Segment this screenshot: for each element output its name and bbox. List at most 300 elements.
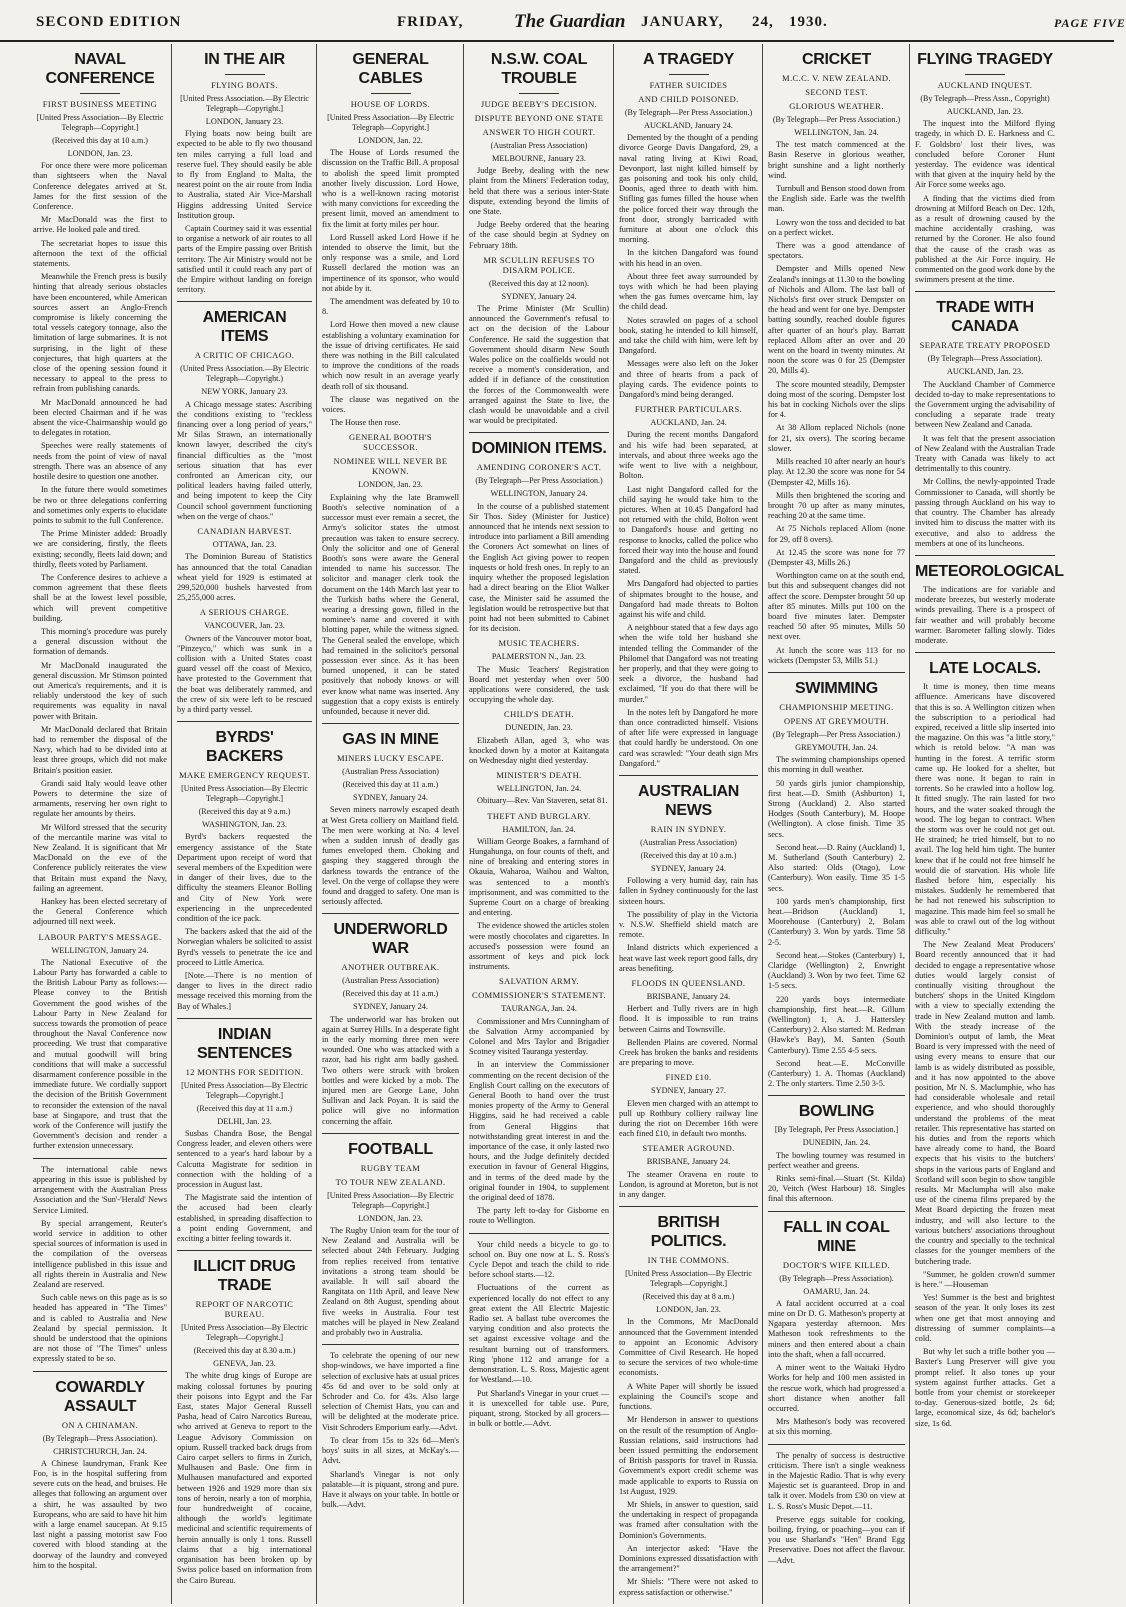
headline-bowling: BOWLING (798, 1103, 875, 1121)
paragraph: The swimming championships opened this morning in dull weather. (768, 755, 905, 775)
dateline: SYDNEY, January 24. (353, 1002, 428, 1012)
paragraph: Second heat.—E. McConville (Canterbury) 1. A. Thomas (Auckland) 2. The only starters. Time 2.50 3-5. (768, 1058, 905, 1089)
paragraph: In the Commons, Mr MacDonald announced that the Government intended to appoint an Economic Advisory Committee of Civil Research. He hoped to secure the services of two whole-time economists. (619, 1317, 758, 1378)
credit: (By Telegraph—Per Press Association.) (772, 115, 901, 124)
column-rule (762, 44, 763, 1604)
paragraph: Judge Beeby, dealing with the new plaint from the Miners' Federation today, held that there was a serious inter-State dispute, extending beyond the limits of one State. (469, 166, 609, 217)
paragraph: 100 yards men's championship, first heat.—Bridson (Auckland) 1, Moorehouse (Canterbury) 2, Bolam (Canterbury) 3. Won by yards. Time 58 2-5. (768, 896, 905, 947)
column-rule (909, 44, 910, 1604)
dateline: SYDNEY, January 27. (651, 1086, 726, 1096)
paragraph: There was a good attendance of spectators. (768, 241, 905, 261)
paragraph: The test match commenced at the Basin Reserve in glorious weather, bright sunshine and a light northerly wind. (768, 140, 905, 180)
paragraph: In the future there would sometimes be two or three delegations conferring and sometimes only experts to elucidate points to submit to the full Conference. (33, 485, 167, 525)
paragraph: Elizabeth Allan, aged 3, who was knocked down by a motor at Kaitangata on Wednesday night died yesterday. (469, 735, 609, 765)
received-note: (Received this day at 10 a.m.) (52, 136, 148, 145)
divider (519, 93, 559, 94)
paragraph: In the notes left by Dangaford he more than once contradicted himself. Visions of after life were expressed in language that could hardly be understood. On one card was scrawled: "Your death sign Mrs Dangaford." (619, 707, 758, 768)
paragraph: A miner went to the Waitaki Hydro Works for help and 100 men assisted in the rescue work, which had progressed a short distance when another fall occurred. (768, 1363, 905, 1413)
column-rule (463, 44, 464, 1604)
credit: (By Telegraph—Per Press Association.) (475, 476, 603, 486)
paragraph: Worthington came on at the south end, but this and subsequent changes did not affect the score. Dempster brought 50 up after 85 minutes. Mills put 100 on the board five minutes later. Dempster reached 50 after 95 minutes, Mills 50 next over. (768, 571, 905, 642)
paragraph: The New Zealand Meat Producers' Board recently announced that it had decided to engage a representative whose duties would largely consist of continually visiting throughout the butchers' shops in the United Kingdom with a view to specially extending the trade in New Zealand mutton and lamb. With the steady increase of the Dominion's output of lamb, the Meat Board is very impressed with the need of using every means to ensure that our lamb is as widely distributed as possible, and it has now appointed to the above position, Mr N. S. Maclumphie, who has had considerable wholesale and retail experience, and who should thoroughly understand the problems of the meat retailer. This representative has started on his duties and from the reports which have already come to hand, the Board expects that his visits to the butchers' shops in the various parts of England and Scotland will soon begin to show tangible results. Mr Maclumpha will also make use of the cinema films prepared by the Meat Board depicting the frozen meat industry, and will also lecture to the various butchers' associations throughout the country and specially to the technical classes for the younger members of the butchering trade. (915, 940, 1055, 1266)
subhead: SECOND TEST. (805, 87, 868, 97)
subhead: SEPARATE TREATY PROPOSED (919, 340, 1051, 351)
column-1 (30, 44, 170, 1604)
paragraph: Explaining why the late Bramwell Booth's selective nomination of a successor must ever remain a secret, the Army's solicitor states the utmost precaution was taken to ensure secrecy. Only the solicitor and one of General Booth's sons were aware the General intended to name his successor. The solicitor and manager clerk took the document on the 14th March last year to the Turkish baths where the General, wearing a dressing gown, filled in the nominee's name and covered it with blotting paper, while the witness signed. The General sealed the envelope, which had remained in the solicitor's personal possession ever since. As it has been burned unopened, it can be stated positively that nobody knows or will ever know what name was inserted. Any suggestion that a copy exists is entirely unfounded, because it never did. (322, 492, 459, 716)
paragraph: The Rugby Union team for the tour of New Zealand and Australia will be selected about 24th February. Judging from replies received from tentative invitations a strong team should be available. It will sail aboard the Rangitata on 11th April, and leave New Zealand on 8th August, spending about five weeks in Australia. Four test matches will be played in New Zealand and probably two in Australia. (322, 1226, 459, 1338)
subhead: AMENDING CORONER'S ACT. (476, 462, 602, 473)
dateline: WELLINGTON, Jan. 24. (794, 128, 879, 137)
subhead: THEFT AND BURGLARY. (487, 810, 591, 821)
divider (33, 1158, 167, 1159)
dateline: BRISBANE, January 24. (646, 992, 731, 1002)
divider (177, 301, 312, 302)
divider (322, 1133, 459, 1134)
paragraph: Notes scrawled on pages of a school book, stating he intended to kill himself, and take the child with him, were left by Dangaford. (619, 315, 758, 356)
paragraph: A neighbour stated that a few days ago when the wife told her husband she intended telling the Commander of the Philomel that Dangaford was not treating her properly, and that they were going to seek a divorce, the husband had exclaimed, "If you do that there will be murder." (619, 623, 758, 704)
paragraph: The clause was negatived on the voices. (322, 394, 459, 415)
paragraph: Dempster and Mills opened New Zealand's innings at 11.30 to the bowling of Nichols and Allom. The last ball of Nichols's first over struck Dempster on the head and went for one bye. Dempster batting soundly, reached double figures after quarter of an hour's play. Barratt replaced Allom after an over and 20 went on the board in twenty minutes. At noon the score was 0 for 25 (Dempster 20, Mills 4). (768, 264, 905, 376)
dateline: NEW YORK, January 23. (201, 387, 288, 397)
subhead: CHAMPIONSHIP MEETING. (779, 701, 894, 712)
headline-late-locals: LATE LOCALS. (929, 660, 1041, 678)
edition-label: SECOND EDITION (36, 14, 182, 30)
received-note: (Received this day at 9 a.m.) (198, 807, 291, 817)
dateline: DELHI, Jan. 23. (217, 1116, 272, 1126)
paragraph: This morning's procedure was purely a general discussion without the formation of demands. (33, 626, 167, 657)
paragraph: Obituary—Rev. Van Staveren, setat 81. (477, 796, 608, 806)
paragraph: Mr MacDonald inaugurated the general discussion. Mr Stimson pointed out America's requirements, and it is reliably understood the key of such requirements was equality in naval power with Britain. (33, 660, 167, 721)
headline-illicit-drug-trade: ILLICIT DRUG TRADE (193, 1258, 296, 1295)
paragraph: The Auckland Chamber of Commerce decided to-day to make representations to the Government urging the advisability of concluding a separate trade treaty between New Zealand and Canada. (915, 379, 1055, 430)
subhead: MINISTER'S DEATH. (496, 770, 582, 781)
paragraph: Following a very humid day, rain has fallen in Sydney continuously for the last sixteen hours. (619, 876, 758, 906)
column-5 (616, 44, 761, 1604)
subhead: JUDGE BEEBY'S DECISION. (480, 99, 598, 109)
headline-byrds-backers: BYRDS' BACKERS (205, 729, 284, 766)
paragraph: Messages were also left on the Joker and three of hearts from a pack of playing cards. The evidence points to Dangaford's mind being deranged. (619, 359, 758, 400)
paragraph: Owners of the Vancouver motor boat, "Pinzeyco," which was sunk in a collision with a United States coast guard vessel off the coast of Mexico, have protested to the Government that the boat was deliberately rammed, and the crew of six were left to be rescued by a third party vessel. (177, 633, 312, 714)
divider (322, 913, 459, 914)
paragraph: Mrs Matheson's body was recovered at six this morning. (768, 1417, 905, 1437)
divider (469, 1233, 609, 1234)
headline-cricket: CRICKET (801, 51, 871, 68)
divider (177, 721, 312, 722)
masthead (0, 0, 1126, 42)
column-4 (466, 44, 612, 1604)
subhead: FATHER SUICIDES (649, 80, 728, 90)
paragraph: Flying boats now being built are expected to be able to fly two thousand ten miles carrying a full load and reserve fuel. They should easily be able to fly from England to Malta, the nearest point on the air route from India to Australia, stated Air Vice-Marshall Higgins addressing United Service Institution group. (177, 129, 312, 220)
received-note: (Received this day at 8.30 a.m.) (193, 1346, 296, 1356)
subhead: CHILD'S DEATH. (504, 709, 574, 720)
dateline: SYDNEY, January 24. (353, 793, 428, 803)
paragraph: The secretariat hopes to issue this afternoon the text of the official statements. (33, 238, 167, 269)
paragraph: William George Boakes, a farmhand of Hungahunga, on four counts of theft, and nine of breaking and entering stores in Okauia, Waharoa, Waihou and Walton, was sentenced to a month's imprisonment, and was committed to the Supreme Court on a charge of breaking and entering. (469, 836, 609, 918)
subhead: FIRST BUSINESS MEETING (42, 99, 158, 109)
received-note: (Received this day at 11 a.m.) (342, 989, 439, 999)
credit: (By Telegraph—Press Association). (42, 1433, 158, 1443)
dateline: GENEVA, Jan. 23. (213, 1359, 276, 1369)
advertisement: To clear from 15s to 32s 6d—Men's boys' suits in all sizes, at McKay's.—Advt. (322, 1435, 459, 1466)
dateline: LONDON, Jan. 23. (358, 480, 423, 490)
paragraph: Bellenden Plains are covered. Normal Creek has broken the banks and residents are preparing to move. (619, 1037, 758, 1068)
dateline: TAURANGA, Jan. 24. (501, 1004, 577, 1014)
paragraph: Mr Shiels: "There were not asked to express satisfaction or otherwise." (619, 1577, 758, 1597)
subhead: MR SCULLIN REFUSES TO DISARM POLICE. (483, 254, 595, 275)
paragraph: Mills then brightened the scoring and brought 70 up after as many minutes, reaching 20 at the same time. (768, 490, 905, 521)
subhead: DISPUTE BEYOND ONE STATE (474, 113, 604, 123)
masthead-year: 1930. (789, 14, 828, 30)
dateline: WELLINGTON, January 24. (51, 945, 149, 955)
credit: [United Press Association—By Electric Telegraph—Copyright.] (181, 1323, 308, 1343)
divider (177, 1250, 312, 1251)
credit: (By Telegraph—Per Press Association.) (624, 108, 753, 117)
paragraph: Mrs Dangaford had objected to parties of shipmates brought to the house, and Dangaford had made threats to Bolton against his wife and child. (619, 579, 758, 619)
subhead: RAIN IN SYDNEY. (650, 823, 727, 834)
paragraph: Turnbull and Benson stood down from the English side. Earle was the twelfth man. (768, 184, 905, 214)
subhead: IN THE COMMONS. (647, 1255, 730, 1266)
headline-cowardly-assault: COWARDLY ASSAULT (55, 1378, 145, 1415)
credit: [By Telegraph, Per Press Association.] (774, 1125, 899, 1135)
subhead: REPORT OF NARCOTIC BUREAU. (195, 1299, 294, 1320)
dateline: LONDON, Jan. 23. (358, 1213, 423, 1223)
masthead-month: JANUARY, (641, 14, 724, 30)
subhead: MUSIC TEACHERS. (498, 638, 580, 649)
subhead: LABOUR PARTY'S MESSAGE. (38, 931, 162, 942)
subhead: DOCTOR'S WIFE KILLED. (782, 1259, 891, 1270)
paragraph: Susbas Chandra Bose, the Bengal Congress leader, and eleven others were sentenced to a year's hard labour by a Calcutta Magistrate for sedition in connection with the holding of a procession in August last. (177, 1129, 312, 1190)
dateline: CHRISTCHURCH, Jan. 24. (53, 1446, 147, 1456)
divider (469, 432, 609, 433)
subhead: GENERAL BOOTH'S SUCCESSOR. (348, 432, 432, 453)
paragraph: The National Executive of the Labour Party has forwarded a cable to the British Labour Party as follows:— Please convey to the British Government the good wishes of the Labour Party in New Zealand for success towards the promotion of peace throughout the Naval Conference now proceeding. We trust that comparative and mutual goodwill will bring conditions that will make a successful disarmament conference possible in the immediate future. We cordially support the decision of the British Government to reconsider the extension of the naval base at Singapore, and trust that the work of the Conference will justify the Government's decision and render a further extension unnecessary. (33, 957, 167, 1151)
subhead: ANOTHER OUTBREAK. (341, 962, 440, 973)
paragraph: The House then rose. (330, 418, 401, 428)
paragraph: Eleven men charged with an attempt to pull up Rothbury colliery railway line during the riot on December 16th were each fined £10, in default two months. (619, 1098, 758, 1139)
paragraph: Mr Wilford stressed that the security of the mercantile marine was vital to New Zealand. It is significant that Mr MacDonald on the eve of the Conference publicly reiterates the view that Britain must expand the Navy, failing an agreement. (33, 822, 167, 893)
divider (768, 672, 905, 673)
column-rule (171, 44, 172, 1604)
credit: (By Telegraph—Press Association). (927, 354, 1043, 364)
paragraph: Lord Russell asked Lord Howe if he intended to observe the limit, but the only response was a smile, and Lord Russell declared the motion was an impertinence of its sponsor, who would not abide by it. (322, 232, 459, 293)
paragraph: A Chinese laundryman, Frank Kee Foo, is in the hospital suffering from severe cuts on the head, and bruises. He alleges that following an argument over a shirt, he was assaulted by two Europeans, who are said to have hit him with a large enamel saucepan. At 9.15 last night a passing motorist saw Foo covered with blood standing at the doorway of the laundry and conveyed him to the hospital. (33, 1458, 167, 1570)
paragraph: Second heat.—D. Rainy (Auckland) 1, M. Sutherland (South Canterbury) 2. Also started: Olds (Otago), Low (Canterbury). Won easily. Time 35 1-5 secs. (768, 842, 905, 893)
headline-underworld-war: UNDERWORLD WAR (333, 921, 448, 958)
headline-naval-conference: NAVAL CONFERENCE (45, 51, 155, 87)
subhead: GLORIOUS WEATHER. (789, 101, 884, 111)
subhead: SALVATION ARMY. (498, 976, 579, 987)
notice-paragraph: Such cable news on this page as is so headed has appeared in "The Times" and is cabled to Australia and New Zealand by special permission. It should be understood that the opinions are not those of "The Times" unless expressly stated to be so. (33, 1293, 167, 1364)
headline-football: FOOTBALL (348, 1140, 433, 1158)
paragraph: Lowry won the toss and decided to bat on a perfect wicket. (768, 217, 905, 237)
headline-dominion-items: DOMINION ITEMS. (471, 440, 607, 458)
divider (80, 93, 120, 94)
dateline: DUNEDIN, Jan. 23. (505, 723, 573, 733)
subhead: AUCKLAND INQUEST. (937, 80, 1033, 90)
divider (915, 291, 1055, 292)
dateline: LONDON, January 23. (205, 117, 284, 126)
dateline: OTTAWA, Jan. 23. (212, 540, 277, 550)
paragraph: In an interview the Commissioner commenting on the recent decision of the English Court calling on the executors of General Booth to hand over the trust monies property of the Army to General Higgins, said he had received a cable from General Higgins that notwithstanding great interest in and the importance of the case, it only lasted two hours, and the Judge definitely decided execution in favour of General Higgins, and in terms of the deed made by the original founder in 1904, to supplement the original deed of 1878. (469, 1060, 609, 1203)
subhead: FURTHER PARTICULARS. (634, 404, 743, 415)
dateline: DUNEDIN, Jan. 24. (802, 1138, 871, 1148)
headline-meteorological: METEOROLOGICAL (915, 562, 1064, 580)
paragraph: At 12.45 the score was none for 77 (Dempster 43, Mills 26.) (768, 547, 905, 567)
subhead: FLOODS IN QUEENSLAND. (631, 978, 746, 989)
subhead: FLYING BOATS. (211, 80, 278, 90)
received-note: (Received this day at 8 a.m.) (642, 1292, 735, 1302)
subhead: A CRITIC OF CHICAGO. (194, 350, 295, 361)
paragraph: The indications are for variable and moderate breezes, but westerly moderate winds prevailing. There is a prospect of fair weather and will probably become warmer. Barometer falling slowly. Tides moderate. (915, 584, 1055, 645)
paragraph: Mills reached 10 after nearly an hour's play. At 12.30 the score was none for 54 (Dempster 42, Mills 16). (768, 457, 905, 487)
subhead: ANSWER TO HIGH COURT. (482, 127, 596, 137)
paragraph: The steamer Oravena en route to London, is aground at Moreton, but is not in any danger. (619, 1169, 758, 1200)
divider (225, 74, 265, 75)
paragraph: The Prime Minister added: Broadly we are considering, firstly, the fleets existing; secondly, fleets laid down; and thirdly, fleets voted by Parliament. (33, 529, 167, 569)
paragraph: The House of Lords resumed the discussion on the Traffic Bill. A proposal to abolish the speed limit prompted another lively discussion. Lord Howe, who is a well-known racing motorist with many convictions for exceeding the present limit, moved an amendment to fix the limit at forty miles per hour. (322, 148, 459, 229)
column-rule (316, 44, 317, 1604)
column-rule (613, 44, 614, 1604)
paragraph: Mr Shiels, in answer to question, said the undertaking in respect of propaganda was framed after consultation with the Dominion's Governments. (619, 1499, 758, 1540)
headline-a-tragedy: A TRAGEDY (643, 51, 734, 68)
notice-paragraph: By special arrangement, Reuter's world service in addition to other special sources of information is used in the compilation of the overseas intelligence published in this issue and all rights therein in Australia and New Zealand are reserved. (33, 1218, 167, 1289)
paragraph: A Chicago message states: Ascribing the conditions existing to "reckless financing over a long period of years," Mr Silas Strawn, an internationally known lawyer, described the city's financial difficulties as the "most serious situation that has ever confronted an American city, our political leaders having failed utterly, and being impotent to keep the City Council school government functioning when on the verge of chaos." (177, 399, 312, 521)
paragraph: About three feet away surrounded by toys with which he had been playing when the gas fumes overcame him, lay the child dead. (619, 271, 758, 312)
advertisement: Put Sharland's Vinegar in your cruet —it is unexcelled for table use. Pure, piquant, strong. Stocked by all grocers—in bulk or bottle.—Advt. (469, 1388, 609, 1429)
divider (371, 93, 411, 94)
paragraph: But why let such a trifle bother you — Baxter's Lung Preserver will give you prompt relief. It also tones up your system against further attacks. Get a bottle from your chemist or storekeeper to-day. Generous-sized bottle, 2s 6d; large, economical size, 4s 6d; bachelor's size, 1s 6d. (915, 1347, 1055, 1428)
paragraph: Demented by the thought of a pending divorce George Davis Dangaford, 29, a naval rating living at Kiwi Road, Devonport, last night killed himself by gas poisoning and took his only child, Doonis, aged three to death with him. Stifling gas fumes filled the house when the police forced their way through the front door, strongly barricaded with furniture at about one o'clock this morning. (619, 133, 758, 245)
dateline: PALMERSTON N., Jan. 23. (491, 652, 587, 662)
credit: (Australian Press Association) (342, 976, 439, 986)
subhead: OPENS AT GREYMOUTH. (784, 715, 889, 726)
paragraph: The Dominion Bureau of Statistics has announced that the total Canadian wheat yield for 1929 is estimated at 299,520,000 bushels harvested from 25,255,000 acres. (177, 552, 312, 603)
dateline: LONDON, Jan. 23. (656, 1305, 721, 1315)
headline-trade-with-canada: TRADE WITH CANADA (936, 299, 1034, 336)
column-2 (174, 44, 315, 1604)
column-6 (765, 44, 908, 1604)
dateline: LONDON, Jan. 22. (358, 136, 423, 145)
paragraph: The white drug kings of Europe are making colossal fortunes by pouring their poisons into Egypt and the Far East, states Major General Russell Pasha, head of Cairo Narcotics Bureau, who arrived at Geneva to report to the League Advisory Commission on opium. Russell tracked back drugs from Cairo carpet sellers to firms in Zurich, Mulhausen and Basle. One firm in Mulhausen manufactured and exported between 1926 and 1929 more than six tons of heroin, nearly a ton of morphia, four hundredweight of cocaine, although the world's legitimate medicinal and scientific requirements of heroin annually is only 1 tons. Russell claims that a big international organisation has been broken up by Swiss police based on information from the Cairo Bureau. (177, 1371, 312, 1585)
credit: (United Press Association.—By Electric Telegraph—Copyright.) (180, 364, 309, 384)
credit: (By Telegraph—Per Press Association.) (772, 729, 901, 739)
headline-american-items: AMERICAN ITEMS (202, 309, 287, 346)
subhead: ON A CHINAMAN. (61, 1419, 139, 1430)
paragraph: The Conference desires to achieve a common agreement that these fleets shall be at the lowest level possible, which will prevent competitive building. (33, 572, 167, 623)
received-note: (Received this day at 12 noon). (489, 278, 589, 288)
paragraph: At 38 Allom replaced Nichols (none for 21, six overs). The scoring became slower. (768, 423, 905, 453)
paragraph: A fatal accident occurred at a coal mine on Dr D. G. Matheson's property at Ngapara yesterday afternoon. Mrs Matheson took refreshments to the miners and then entered about a chain into the shaft, when a fall occurred. (768, 1298, 905, 1359)
dateline: WELLINGTON, Jan. 24. (496, 784, 582, 794)
dateline: AUCKLAND, Jan. 23. (946, 107, 1024, 116)
paragraph: Mr MacDonald was the first to arrive. He looked pale and tired. (33, 215, 167, 235)
column-3 (319, 44, 462, 1604)
advertisement: Sharland's Vinegar is not only palatable—it is piquant, strong and pure. Have it always on your table. In bottle or bulk.—Advt. (322, 1469, 459, 1510)
paragraph: The evidence showed the articles stolen were mostly chocolates and cigarettes. In accused's possession were found an assortment of keys and pick lock instruments. (469, 921, 610, 972)
dateline: VANCOUVER, Jan. 23. (204, 621, 285, 631)
subhead: COMMISSIONER'S STATEMENT. (472, 990, 606, 1001)
paragraph: The Prime Minister (Mr Scullin) announced the Government's refusal to act on the decision of the Labour Conference. He said the suggestion that Government should disarm New South Wales police on the coalfields would not receive a moment's consideration, and added if in defiance of the constitution the forces of the Commonwealth were arranged against the State to live, the clash would be unavoidable and a civil war would be precipitated. (469, 304, 609, 426)
paragraph: The underworld war has broken out again at Surrey Hills. In a desperate fight in the early morning three men were wounded. One who was attacked with a razor, had his right arm badly gashed. Two others were struck with broken bottles and were kicked by a mob. The injured men are George Lane, John Sullivan and Jack Poyan. It is said the police will give no information concerning the affair. (322, 1014, 459, 1126)
advertisement: To celebrate the opening of our new shop-windows, we have imported a fine selection of exclusive hats at usual prices 45s 6d and over to be sold only at Schroder and Co. for 43s. Also large selection of Chemist Hats, you can and will be delighted at the moderate price. Visit Schroders Emporium early.—Advt. (322, 1351, 459, 1432)
credit: [United Press Association—By Electric Telegraph—Copyright.] (36, 113, 164, 132)
divider (768, 1211, 905, 1212)
paragraph: The possibility of play in the Victoria v. N.S.W. Sheffield shield match are remote. (619, 909, 758, 940)
divider (322, 723, 459, 724)
paragraph: Judge Beeby ordered that the hearing of the case should begin at Sydney on February 18th. (469, 220, 609, 250)
credit: [United Press Association—By Electric Telegraph—Copyright.] (181, 1080, 308, 1100)
paragraph: Commissioner and Mrs Cunningham of the Salvation Army accompanied by Colonel and Mrs Taylor and Brigadier Scotney visited Tauranga yesterday. (469, 1016, 609, 1057)
paragraph: It time is money, then time means affluence. Americans have discovered that this is so. A Wellington citizen when the subscription to a periodical had expired, received a little slip inserted into the magazine. On this was "a little story," which is retold below. "A man was hunting in the forest. A terrific storm came up. He looked for a shelter, but there was none. It began to rain in torrents. So he crawled into a hollow log. It fitted snugly. The rain lasted for two hours, and the water soaked through the wood. The log began to contract. When the storm was over he could not get out. He strained; he tried himself, but to no avail. The log held him tight. The hunter knew that if he could not free himself he would die of starvation. His whole life flashed before him, especially his mistakes. Suddenly he remembered that he had not renewed his subscription to magazine. This made him feel so small he was able to crawl out of the log without difficulty." (915, 682, 1055, 936)
advertisement: The penalty of success is destructive criticism. There isn't a single weakness in the Majestic Radio. That is why every Majestic set is guaranteed. Drop in and talk it over. Models from £30 on view at L. S. Ross's Music Depot.—11. (768, 1450, 905, 1511)
dateline: WELLINGTON, January 24. (490, 489, 588, 499)
paragraph: A finding that the victims died from drowning at Milford Beach on Dec. 12th, as a result of drowning caused by the machine accidentally crashing, was returned by the Coroner. He also found that the cause of the crash was as published at the Air Force inquiry. He commented on the good work done by the swimmers present at the time. (915, 193, 1055, 285)
subhead: HOUSE OF LORDS. (350, 99, 431, 109)
paragraph: [Note.—There is no mention of danger to lives in the direct radio message received this morning from the Bay of Whales.] (177, 970, 312, 1011)
paragraph: Herbert and Tully rivers are in high flood. It is impossible to run trains between Cairns and Townsville. (619, 1004, 758, 1034)
advertisement: Fluctuations of the current as experienced locally do not effect to any great extent the All Electric Majestic Radio set. A ballast tube overcomes the varying condition and also protects the set against excessive voltage and the resultant burning out of transformers. Ring 'phone 112 and arrange for a demonstration. L. S. Ross, Majestic agent for Westland.—10. (469, 1283, 609, 1385)
advertisement: Preserve eggs suitable for cooking, boiling, frying, or poaching—you can if you use Sharland's "Hen" Brand Egg Preservative. Does not affect the flavour.—Advt. (768, 1514, 905, 1565)
received-note: (Received this day at 10 a.m.) (640, 850, 737, 860)
credit: [United Press Association.—By Electric Telegraph—Copyright.] (180, 94, 309, 113)
subhead: FINED £10. (665, 1072, 712, 1083)
paragraph: For once there were more policeman than sightseers when the Naval Conference delegates arrived at St. James for the first session of the Conference. (33, 161, 167, 212)
paragraph: In the course of a published statement Sir Thos. Sidey (Minister for Justice) announced that he intends next session to introduce into parliament a Bill amending the Coroners Act somewhat on lines of the English Act giving power to reopen inquests or hold fresh ones. In reply to an inquiry whether the proposed legislation had a direct bearing on the Eliot Walker case, the Minister said he assumed the legislation would be retrospective but that point had not been submitted to Cabinet for its decision. (469, 501, 609, 634)
page-number: PAGE FIVE (1054, 16, 1126, 30)
paragraph: The Music Teachers' Registration Board met yesterday when over 500 applications were considered, the task occupying the whole day. (469, 664, 609, 705)
headline-fall-in-coal-mine: FALL IN COAL MINE (783, 1218, 890, 1255)
headline-australian-news: AUSTRALIAN NEWS (638, 782, 739, 819)
received-note: (Received this day at 11 a.m.) (196, 1103, 293, 1113)
received-note: (Received this day at 11 a.m.) (342, 780, 439, 790)
subhead: NOMINEE WILL NEVER BE KNOWN. (333, 456, 448, 477)
divider (619, 775, 758, 776)
paragraph: A White Paper will shortly be issued explaining the Council's scope and functions. (619, 1381, 758, 1412)
subhead: MAKE EMERGENCY REQUEST. (179, 770, 310, 781)
headline-general-cables: GENERAL CABLES (352, 51, 429, 87)
credit: (By Telegraph—Press Association). (779, 1273, 894, 1283)
dateline: AUCKLAND, Jan. 23. (946, 367, 1024, 377)
paragraph: At 75 Nichols replaced Allom (none for 29, off 8 overs). (768, 524, 905, 544)
divider (915, 555, 1055, 556)
paragraph: The bowling tourney was resumed in perfect weather and greens. (768, 1150, 905, 1170)
dateline: AUCKLAND, January 24. (644, 121, 733, 130)
paragraph: In the kitchen Dangaford was found with his head in an oven. (619, 248, 758, 268)
paragraph: Mr MacDonald announced he had been elected Chairman and if he was absent the vice-Chairmanship would go to delegates in rotation. (33, 397, 167, 438)
headline-indian-sentences: INDIAN SENTENCES (196, 1025, 293, 1062)
paragraph: The Magistrate said the intention of the accused had been clearly established, in spreading disaffection to a point ending Government, and exciting a bitter feeling towards it. (177, 1193, 312, 1244)
divider (768, 1095, 905, 1096)
subhead: 12 MONTHS FOR SEDITION. (185, 1066, 304, 1077)
paragraph: The inquest into the Milford flying tragedy, in which D. E. Harkness and C. F. Goldsbro' lost their lives, was concluded before Coroner Hunt yesterday. The evidence was identical with that given at the inquiry held by the Air Force some weeks ago. (915, 119, 1055, 190)
paragraph: At lunch the score was 113 for no wickets (Dempster 53, Mills 51.) (768, 645, 905, 665)
paragraph: 50 yards girls junior championship, first heat.—D. Smith (Ashburton) 1, Strong (Auckland) 2. Also started Hodges (South Canterbury), M. Hoope (Wellington). A close finish. Time 35 secs. (768, 778, 905, 839)
headline-british-politics: BRITISH POLITICS. (650, 1214, 727, 1251)
paragraph: Byrd's backers requested the emergency assistance of the State Department upon receipt of word that several members of the Expedition were in danger of their lives, due to the difficulty the steamers Eleanor Bolling and City of New York were experiencing in the unprecedented condition of the ice pack. (177, 832, 312, 923)
paragraph: Last night Dangaford called for the child saying he would take him to the pictures. When at 10.45 Dangaford had not returned with the child, Bolton went to Dangaford's house and getting no response to knocks, called the police who forced their way into the house and found Dangaford and the child as previously stated. (619, 484, 758, 576)
paragraph: Seven miners narrowly escaped death at West Greta colliery on Maitland field. The men were working at No. 4 level when a sudden inrush of deadly gas fumes enveloped them. Choking and gasping they staggered through the darkness towards the entrance of the level. On the verge of collapse they were found and dragged to safety. One man is seriously affected. (322, 805, 459, 907)
credit: [United Press Association—By Electric Telegraph—Copyright.] (327, 113, 454, 132)
dateline: SYDNEY, January 24. (651, 863, 726, 873)
dateline: OAMARU, Jan. 24. (803, 1286, 870, 1296)
divider (619, 1206, 758, 1207)
dateline: WASHINGTON, Jan. 23. (202, 820, 287, 830)
credit: [United Press Association—By Electric Telegraph—Copyright.] (625, 1269, 752, 1289)
masthead-day: FRIDAY, (397, 14, 464, 30)
dateline: LONDON, Jan. 23. (67, 149, 133, 158)
paragraph: Mr MacDonald declared that Britain had to remember the disposal of the Navy, which had to be divided into at least three groups, which did not make Britain's position easier. (33, 724, 167, 775)
headline-gas-in-mine: GAS IN MINE (342, 731, 439, 749)
credit: (Australian Press Association) (640, 837, 737, 847)
dateline: MELBOURNE, January 23. (491, 154, 587, 163)
paragraph: The amendment was defeated by 10 to 8. (322, 297, 459, 317)
credit: [United Press Association—By Electric Telegraph—Copyright.] (327, 1190, 454, 1210)
paragraph: Captain Courtney said it was essential to organise a network of air routes to all parts of the Empire passing over British territory. The Air Ministry would not be satisfied until it could reach any part of the Empire without landing on foreign territory. (177, 224, 312, 295)
paragraph: The backers asked that the aid of the Norwegian whalers be solicited to assist Byrd's vessels to penetrate the ice and proceed to Little America. (177, 927, 312, 967)
paragraph: An interjector asked: "Have the Dominions expressed dissatisfaction with the arrangement?" (619, 1543, 758, 1574)
subhead: A SERIOUS CHARGE. (199, 607, 290, 618)
divider (915, 652, 1055, 653)
divider (965, 74, 1005, 75)
divider (768, 1444, 905, 1445)
headline-nsw-coal-trouble: N.S.W. COAL TROUBLE (490, 51, 588, 87)
subhead: M.C.C. V. NEW ZEALAND. (782, 73, 891, 83)
paragraph: Rinks semi-final.—Stuart (St. Kilda) 20, Veitch (West Harbour) 18. Singles final this afternoon. (768, 1174, 905, 1204)
paragraph: The party left to-day for Gisborne en route to Wellington. (469, 1206, 609, 1226)
paragraph: Grandi said Italy would leave other Powers to determine the size of armaments, reserving her own right to regulate her amounts by theirs. (33, 778, 167, 819)
divider (669, 74, 709, 75)
paragraph: Second heat.—Stokes (Canterbury) 1, Claridge (Wellington) 2, Enwright (Auckland) 3. Won by two feet. Time 62 1-5 secs. (768, 950, 905, 991)
subhead: AND CHILD POISONED. (638, 94, 739, 104)
paragraph: Hankey has been elected secretary of the General Conference which adjourned till next week. (33, 897, 167, 927)
advertisement: Your child needs a bicycle to go to school on. Buy one now at L. S. Ross's Cycle Depot and teach the child to ride before school starts.—12. (469, 1239, 609, 1280)
paragraph: Meanwhile the French press is busily hinting that already serious obstacles have been encountered, while American sources assert an Anglo-French compromise is likely concerning the total vessels category tonnage, also the limitation of large submarines. It is not surprising, in the light of these conjectures, that high quarters at the close of the opening session found it necessary to appeal to the press to refrain from publishing canards. (33, 272, 167, 394)
divider (33, 1371, 167, 1372)
paragraph: Lord Howe then moved a new clause establishing a voluntary examination for the issue of driving certificates. He said there was nothing in the Bill calculated to improve the conditions of the roads which now result in an average yearly death roll of six thousand. (322, 320, 459, 391)
paragraph: Yes! Summer is the best and brightest season of the year. It only loses its zest when one get that most annoying and distressing of summer complaints—a cold. (915, 1293, 1055, 1343)
dateline: SYDNEY, January 24. (501, 291, 577, 301)
headline-flying-tragedy: FLYING TRAGEDY (917, 51, 1053, 68)
subhead: TO TOUR NEW ZEALAND. (335, 1176, 446, 1187)
divider (322, 1344, 459, 1345)
paragraph: 220 yards boys intermediate championship, first heat.—R. Gillum (Wellington) 1, A. J. Hattersley (Canterbury) 2. Also started: M. Redman (Hawke's Bay), M. Santen (South Canterbury). Time 2.55 4-5 secs. (768, 994, 905, 1055)
subhead: STEAMER AGROUND. (642, 1143, 735, 1154)
paragraph: During the recent months Dangaford and his wife had been separated, at intervals, and about three weeks ago the wife went to live with a neighbour, Bolton. (619, 430, 758, 481)
subhead: CANADIAN HARVEST. (197, 526, 292, 537)
paragraph: Mr Collins, the newly-appointed Trade Commissioner to Canada, will shortly be passing through Auckland on his way to that country. The Chamber has already invited him to discuss the matter with its executive, and also to address the members at one of its luncheons. (915, 477, 1055, 548)
subhead: MINERS LUCKY ESCAPE. (336, 753, 445, 764)
credit: (By Telegraph—Press Assn., Copyright) (920, 94, 1050, 103)
divider (177, 1018, 312, 1019)
dateline: AUCKLAND, Jan. 24. (650, 418, 727, 428)
newspaper-title: The Guardian (514, 11, 626, 32)
credit: [United Press Association—By Electric Telegraph—Copyright.] (181, 784, 308, 804)
headline-in-the-air: IN THE AIR (204, 51, 285, 68)
paragraph: Mr Henderson in answer to questions on the result of the resumption of Anglo-Russian relations, said instructions had been issued permitting the endorsement of British passports for travel in Russia. Government's export credit scheme was made applicable to exports to Russia on 1st August, 1929. (619, 1415, 758, 1496)
dateline: BRISBANE, January 24. (646, 1157, 731, 1167)
paragraph: The score mounted steadily, Dempster doing most of the scoring. Dempster lost his bat in cocking Nichols over the slips for 4. (768, 379, 905, 420)
column-7 (912, 44, 1064, 1604)
paragraph: It was felt that the present association of New Zealand with the Australian Trade Treaty with Canada was likely to act detrimentally to this country. (915, 433, 1055, 474)
paragraph: Speeches were really statements of needs from the point of view of naval strength. There was an absence of any hostile desire to question one another. (33, 441, 167, 482)
credit: (Australian Press Association) (342, 767, 439, 777)
paragraph: Inland districts which experienced a heat wave last week report good falls, dry areas benefiting. (619, 943, 758, 973)
credit: (Australian Press Association) (490, 141, 588, 150)
notice-paragraph: The international cable news appearing in this issue is published by arrangement with the Australian Press Association and the 'Sun'-'Herald' News Service Limited. (33, 1164, 167, 1215)
headline-swimming: SWIMMING (795, 679, 878, 697)
subhead: RUGBY TEAM (360, 1162, 421, 1173)
paragraph: "Summer, he golden crown'd summer is here." —Houseman (915, 1269, 1055, 1289)
